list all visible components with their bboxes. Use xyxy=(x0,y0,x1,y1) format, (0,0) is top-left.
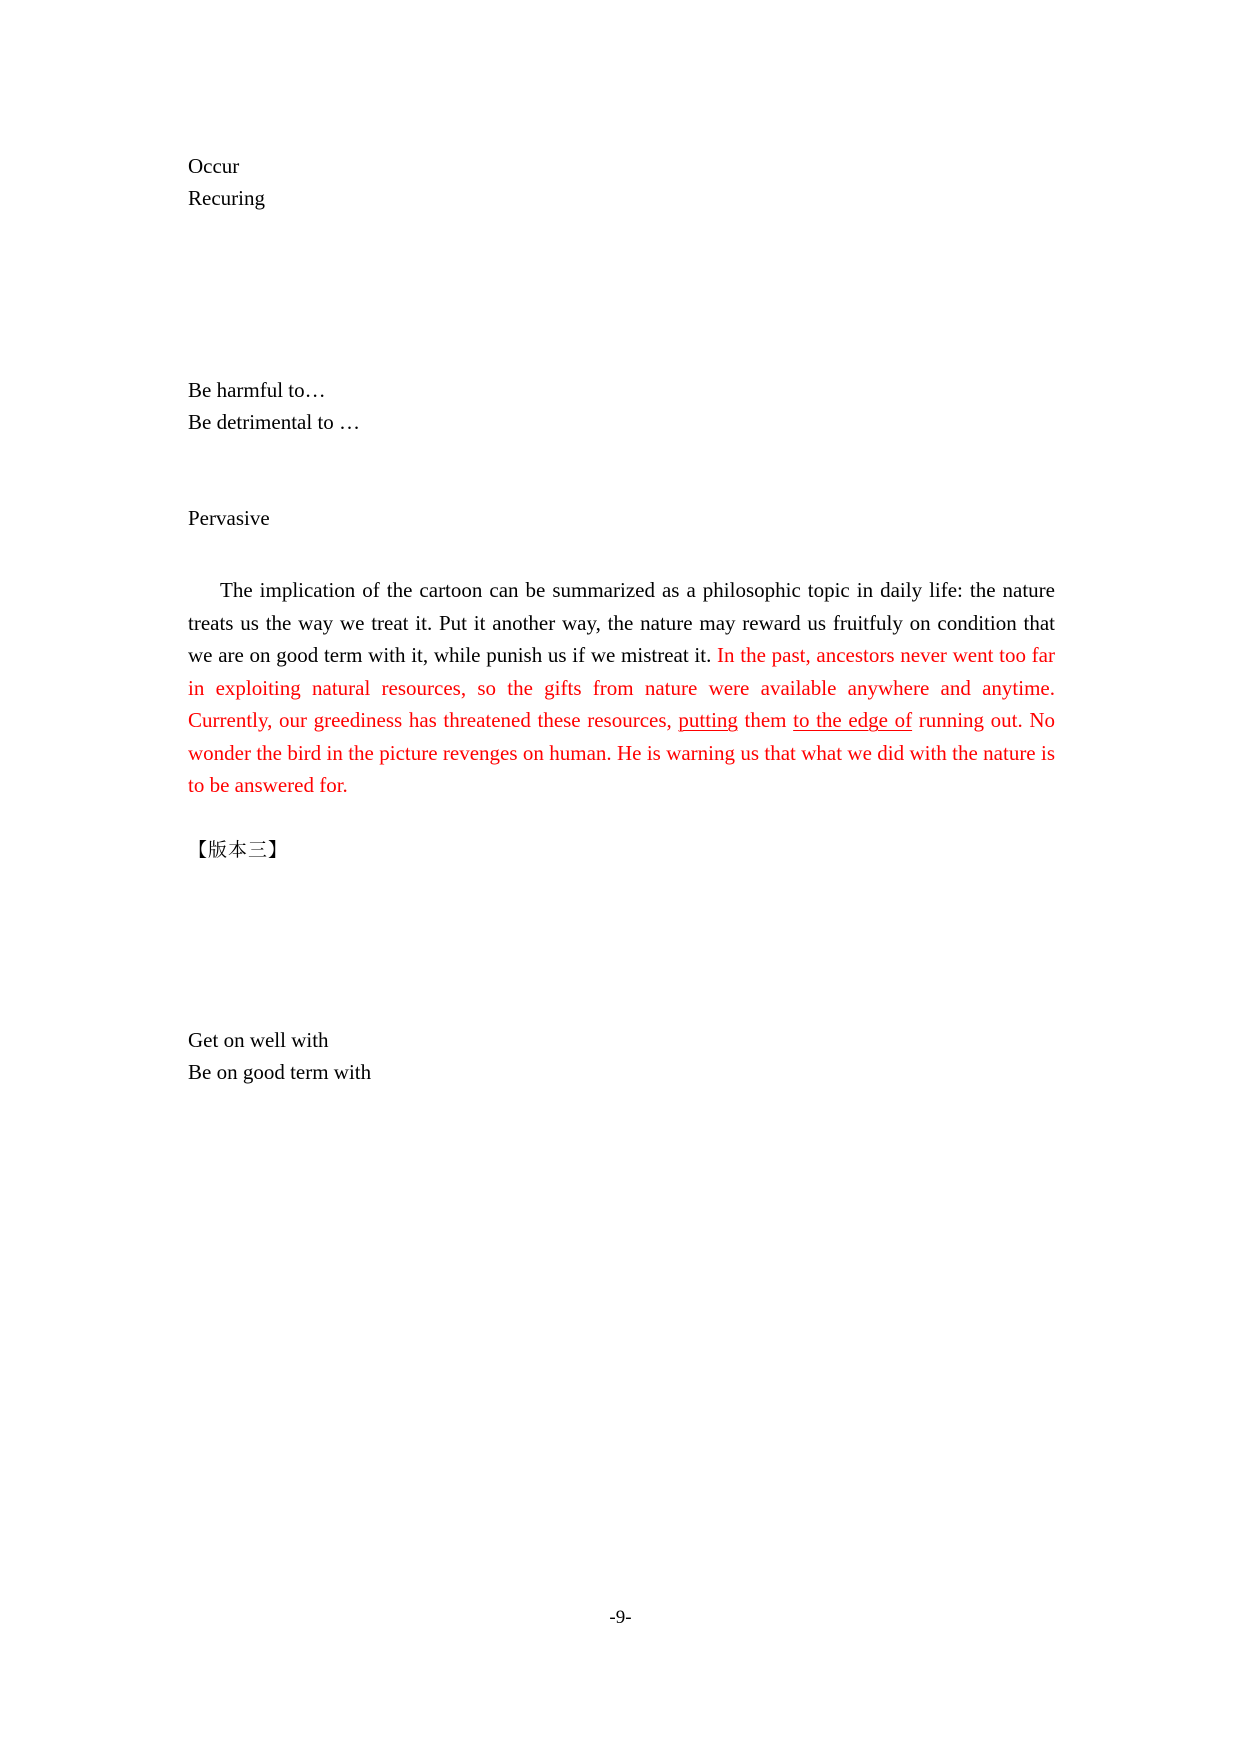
vocab-be-on-good-term-with: Be on good term with xyxy=(188,1060,372,1084)
page-number: -9- xyxy=(609,1607,632,1628)
paragraph-underlined-to-the-edge-of: to the edge of xyxy=(793,708,913,732)
vocab-occur: Occur xyxy=(188,154,240,178)
version-label: 【版本三】 xyxy=(188,839,289,861)
vocab-be-harmful-to: Be harmful to… xyxy=(188,378,326,402)
essay-paragraph xyxy=(188,574,1055,802)
vocab-recuring: Recuring xyxy=(188,186,265,210)
paragraph-black-text: The implication of the cartoon can be summarized as a philosophic topic in daily life: the nature treats us the way we treat it. Put it another way, the nature may reward us fruitfuly on condition that we are on good term with it, while punish us if we mistreat it. xyxy=(188,578,1055,667)
paragraph-red-text-1: In the past, ancestors never went too far in exploiting natural resources, so the gifts from nature were available anywhere and anytime. Currently, our greediness has threatened these resources, xyxy=(188,643,1055,732)
paragraph-underlined-putting: putting xyxy=(678,708,738,732)
vocab-get-on-well-with: Get on well with xyxy=(188,1028,329,1052)
vocab-pervasive: Pervasive xyxy=(188,506,270,530)
paragraph-red-text-3: running out. No wonder the bird in the picture revenges on human. He is warning us that what we did with the nature is to be answered for. xyxy=(188,708,1055,797)
vocab-be-detrimental-to: Be detrimental to … xyxy=(188,410,361,434)
paragraph-red-text-2: them xyxy=(737,708,794,732)
